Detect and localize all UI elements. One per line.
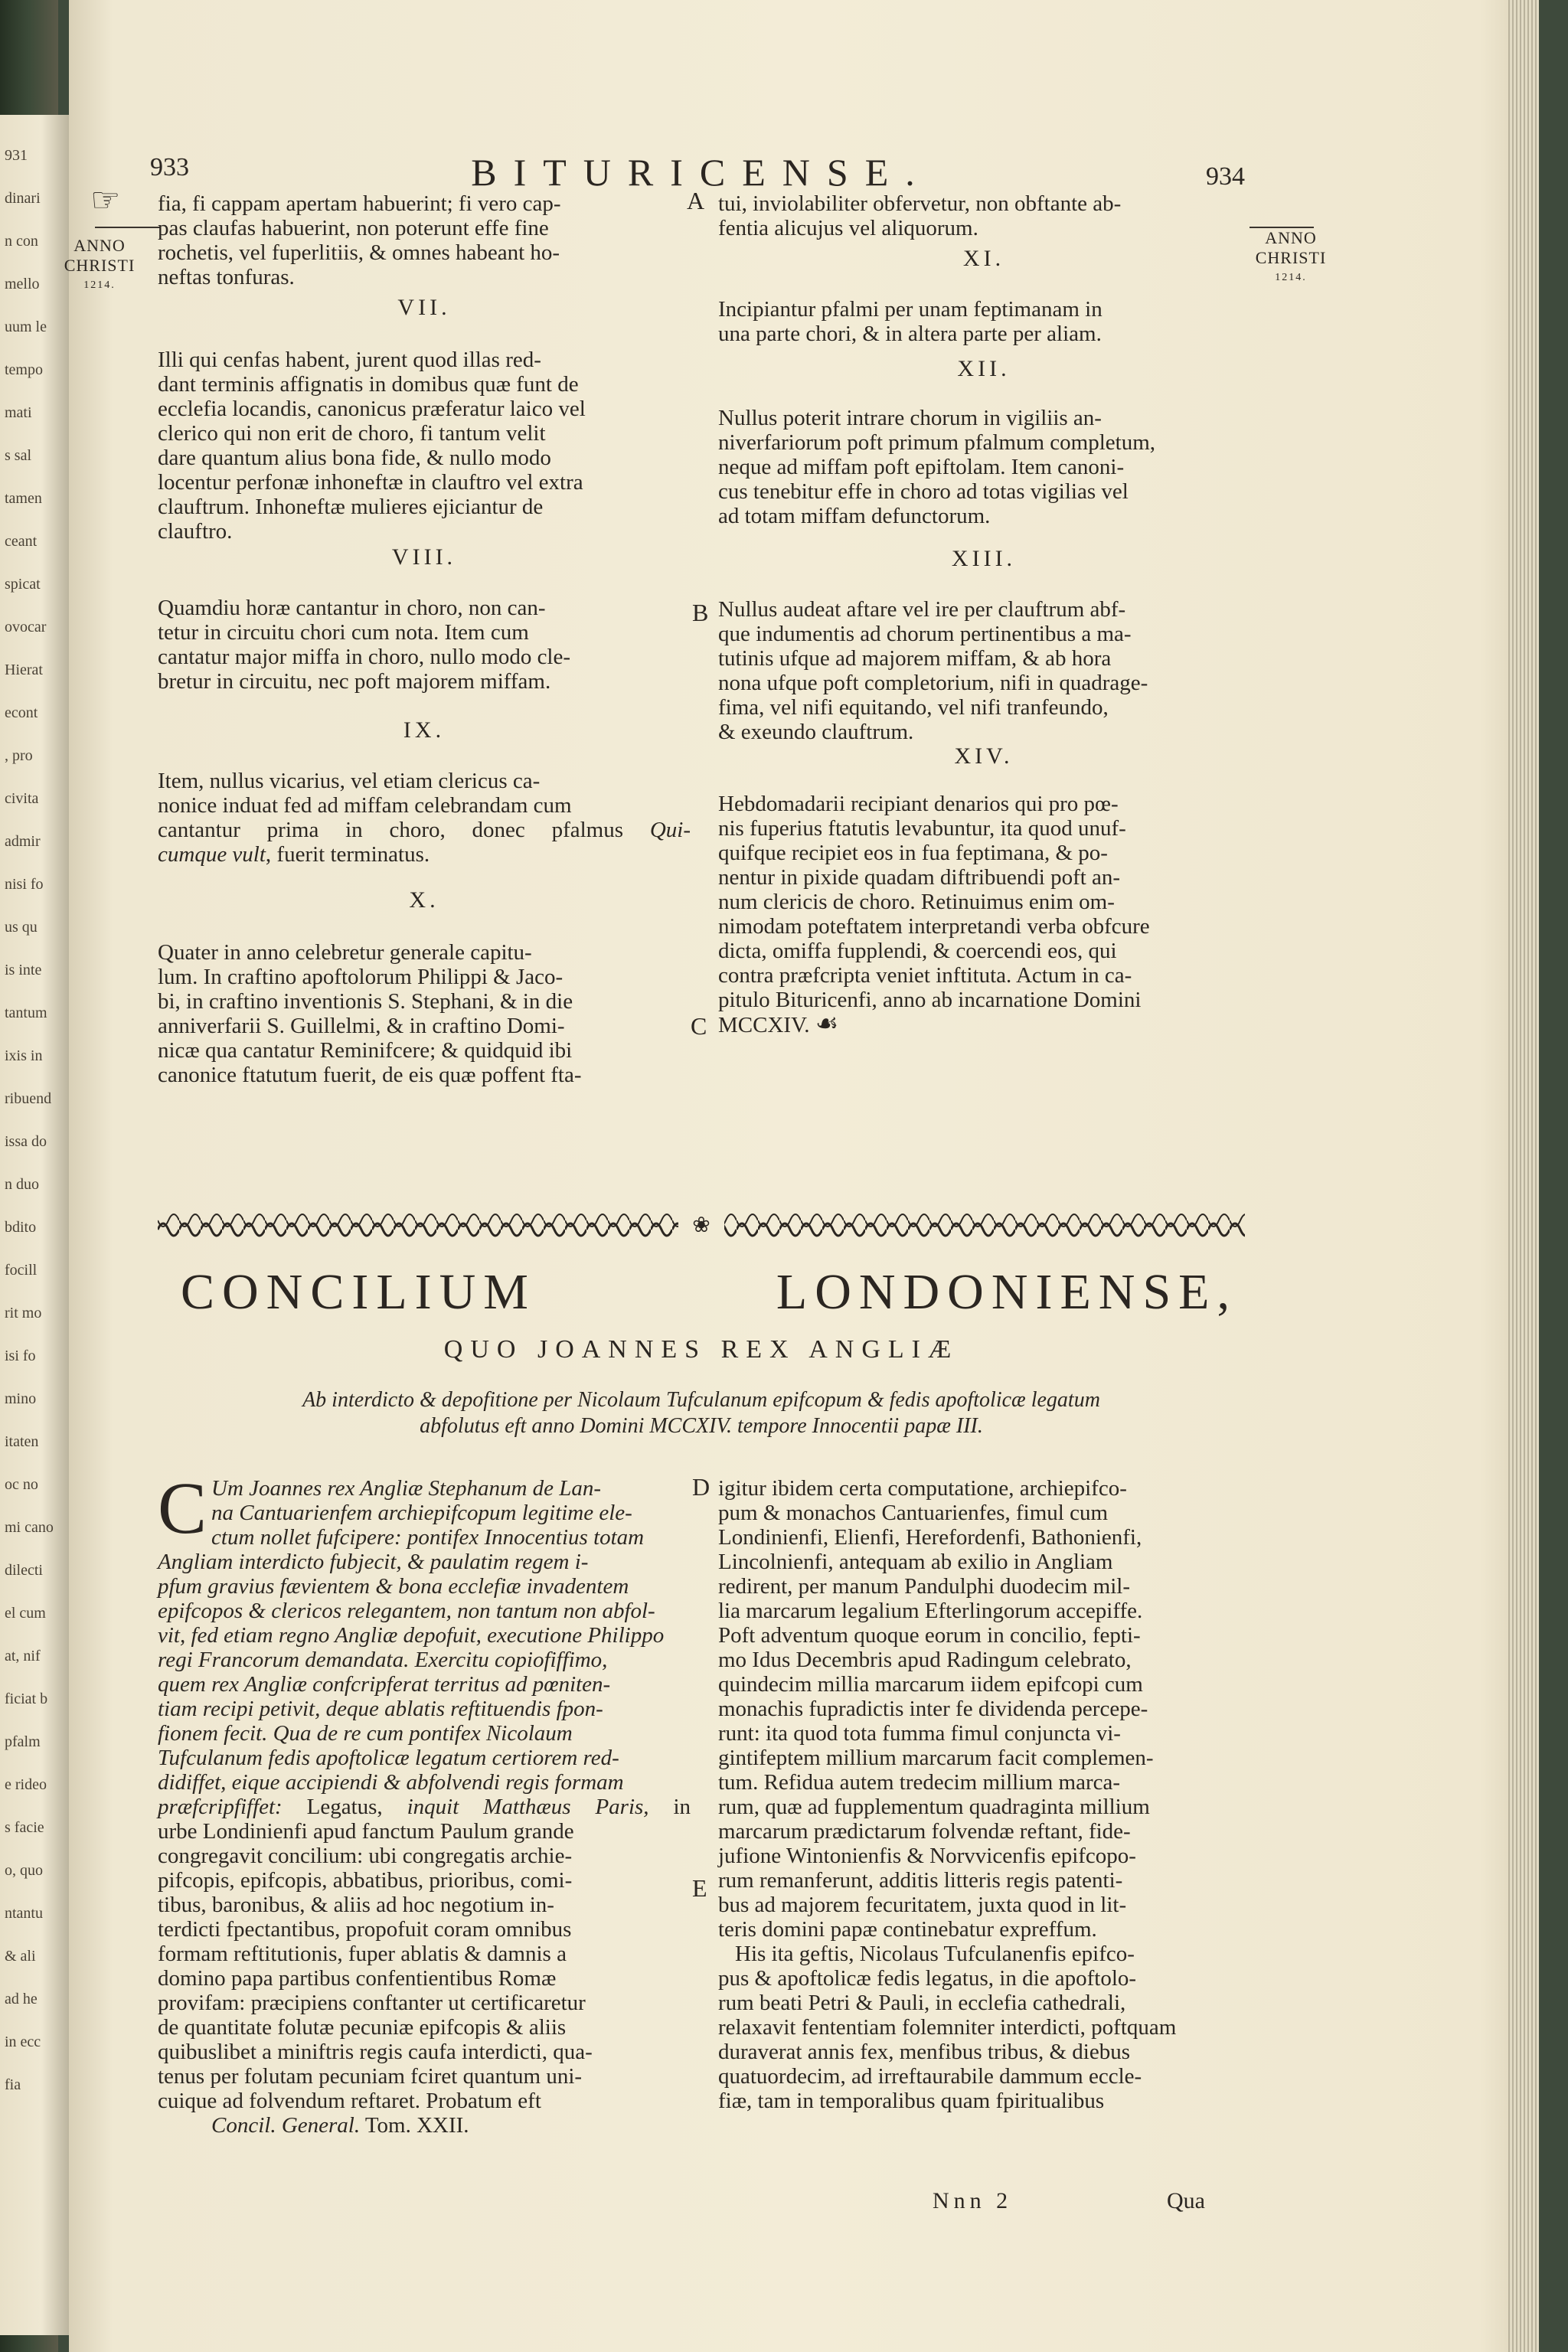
previous-page-fragment: isi fo: [5, 1348, 36, 1364]
text-line: igitur ibidem certa computatione, archiepifco-: [718, 1476, 1127, 1501]
text-line: nicæ qua cantatur Reminifcere; & quidquid ibi: [158, 1038, 573, 1063]
previous-page-fragment: dilecti: [5, 1562, 43, 1579]
text-line: una parte chori, & in altera parte per aliam.: [718, 322, 1102, 346]
text-line: tum. Refidua autem tredecim millium marca-: [718, 1770, 1121, 1795]
text-line: pus & apoftolicæ fedis legatus, in die apoftolo-: [718, 1966, 1137, 1991]
text-line: anniverfarii S. Guillelmi, & in craftino Domi-: [158, 1014, 565, 1038]
signature-mark: Nnn 2: [933, 2188, 1013, 2213]
text-line: provifam: præcipiens conftanter ut certificaretur: [158, 1991, 586, 2015]
previous-page-fragment: mello: [5, 276, 40, 292]
text-line: Hebdomadarii recipiant denarios qui pro pœ-: [718, 792, 1119, 816]
text-line: niverfariorum poft primum pfalmum completum,: [718, 430, 1156, 455]
section-heading-viii: VIII.: [391, 544, 457, 570]
previous-page-fragment: issa do: [5, 1133, 47, 1150]
text-line: cantantur prima in choro, donec pfalmus Qui-: [158, 818, 691, 842]
previous-page-fragment: admir: [5, 833, 41, 850]
text-line: fia, fi cappam apertam habuerint; fi vero cap-: [158, 191, 561, 216]
text-line: Nullus poterit intrare chorum in vigiliis an-: [718, 406, 1102, 430]
text-line: duraverat annis fex, menfibus tribus, & diebus: [718, 2040, 1130, 2064]
text-line: Lincolnienfi, antequam ab exilio in Angliam: [718, 1550, 1113, 1574]
text-line: ad totam miffam defunctorum.: [718, 504, 991, 528]
text-line: ecclefia locandis, canonicus præferatur laico vel: [158, 397, 586, 421]
section-heading-xiv: XIV.: [954, 743, 1014, 769]
previous-page-fragment: 931: [5, 147, 28, 164]
previous-page-fragment: el cum: [5, 1605, 46, 1622]
previous-page-fragment: mino: [5, 1390, 37, 1407]
previous-page-fragment: fia: [5, 2076, 21, 2093]
hand-flourish-icon: ☙: [815, 1010, 839, 1038]
text-line: Um Joannes rex Angliæ Stephanum de Lan-: [211, 1476, 602, 1501]
text-line: fima, vel nifi equitando, vel nifi tranfeundo,: [718, 695, 1109, 720]
previous-page-fragment: itaten: [5, 1433, 39, 1450]
text-line: de quantitate folutæ pecuniæ epifcopis & aliis: [158, 2015, 567, 2040]
previous-page-fragment: mi cano: [5, 1519, 54, 1536]
ornamental-band: [158, 1211, 1245, 1237]
text-line: Quater in anno celebretur generale capitu-: [158, 940, 532, 965]
section-heading-ix: IX.: [403, 717, 446, 743]
text-line: tenus per folutam pecuniam fciret quantum uni-: [158, 2064, 583, 2089]
text-line: redirent, per manum Pandulphi duodecim mil-: [718, 1574, 1130, 1599]
council-left-column: [158, 1467, 691, 2138]
previous-page-fragment: in ecc: [5, 2034, 41, 2050]
previous-page-fragment: & ali: [5, 1948, 36, 1965]
previous-page-fragment: pfalm: [5, 1733, 41, 1750]
text-line: rochetis, vel fuperlitiis, & omnes habeant ho-: [158, 240, 560, 265]
text-line: præfcripfiffet: Legatus, inquit Matthæus Paris, in: [158, 1795, 691, 1819]
previous-page-fragment: dinari: [5, 190, 41, 207]
text-line: nonice induat fed ad miffam celebrandam cum: [158, 793, 572, 818]
pointing-hand-icon: ☞: [90, 181, 121, 219]
section-heading-xii: XII.: [957, 356, 1011, 381]
anno-christi-right: ANNO CHRISTI 1214.: [1255, 228, 1327, 283]
text-line: tibus, baronibus, & aliis ad hoc negotium in-: [158, 1893, 554, 1917]
text-line: rum, quæ ad fupplementum quadraginta millium: [718, 1795, 1150, 1819]
text-line: clauftro.: [158, 519, 233, 544]
text-line: pas claufas habuerint, non poterunt effe fine: [158, 216, 549, 240]
margin-rule-left: [95, 227, 161, 228]
text-line: fiæ, tam in temporalibus quam fpiritualibus: [718, 2089, 1105, 2113]
previous-page-fragment: ntantu: [5, 1905, 43, 1922]
margin-marker-e: E: [692, 1874, 707, 1902]
previous-page-fragment: , pro: [5, 747, 33, 764]
council-title: CONCILIUM LONDONIENSE,: [181, 1264, 1237, 1320]
previous-page-fragment: o, quo: [5, 1862, 43, 1879]
text-line: rum beati Petri & Pauli, in ecclefia cathedrali,: [718, 1991, 1126, 2015]
text-line: terdicti fpectantibus, propofuit coram omnibus: [158, 1917, 572, 1942]
text-line: relaxavit fententiam folemniter interdicti, poftquam: [718, 2015, 1177, 2040]
text-line: Poft adventum quoque eorum in concilio, fepti-: [718, 1623, 1141, 1648]
previous-page-fragment: is inte: [5, 962, 42, 978]
previous-page-margin: [0, 115, 69, 2335]
text-line: canonice ftatutum fuerit, de eis quæ poffent fta-: [158, 1063, 582, 1087]
text-line: clauftrum. Inhoneftæ mulieres ejiciantur de: [158, 495, 544, 519]
text-line: pum & monachos Cantuarienfes, fimul cum: [718, 1501, 1109, 1525]
text-line: clerico qui non erit de choro, fi tantum velit: [158, 421, 546, 446]
text-line: cantatur major miffa in choro, nullo modo cle-: [158, 645, 571, 669]
text-line: Tufculanum fedis apoftolicæ legatum certiorem red-: [158, 1746, 619, 1770]
text-line: Londinienfi, Elienfi, Herefordenfi, Bathonienfi,: [718, 1525, 1142, 1550]
previous-page-fragment: nisi fo: [5, 876, 44, 893]
text-line: na Cantuarienfem archiepifcopum legitime ele-: [211, 1501, 632, 1525]
text-line: regi Francorum demandata. Exercitu copiofiffimo,: [158, 1648, 608, 1672]
text-line: nimodam poteftatem interpretandi verba obfcure: [718, 914, 1150, 939]
ornament-center-icon: ❀: [692, 1212, 710, 1237]
text-line: & exeundo clauftrum.: [718, 720, 914, 744]
text-line: MCCXIV. ☙: [718, 1010, 839, 1038]
text-line: tetur in circuitu chori cum nota. Item cum: [158, 620, 529, 645]
previous-page-fragment: spicat: [5, 576, 41, 593]
text-line: teris domini papæ continebatur expreffum.: [718, 1917, 1097, 1942]
text-line: dicta, omiffa fupplendi, & coercendi eos, qui: [718, 939, 1117, 963]
text-line: lum. In craftino apoftolorum Philippi & Jaco-: [158, 965, 564, 989]
text-line: fentia alicujus vel aliquorum.: [718, 216, 978, 240]
text-line: bretur in circuitu, nec poft majorem miffam.: [158, 669, 551, 694]
previous-page-fragment: oc no: [5, 1476, 38, 1493]
text-line: nis fuperius ftatutis levabuntur, ita quod unuf-: [718, 816, 1126, 841]
text-line: ctum nollet fufcipere: pontifex Innocentius totam: [211, 1525, 645, 1550]
text-line: cumque vult, fuerit terminatus.: [158, 842, 430, 867]
previous-page-fragment: ad he: [5, 1991, 38, 2007]
previous-page-fragment: Hierat: [5, 662, 43, 678]
previous-page-fragment: s facie: [5, 1819, 44, 1836]
text-line: Item, nullus vicarius, vel etiam clericus ca-: [158, 769, 541, 793]
section-heading-x: X.: [409, 887, 439, 913]
text-line: Nullus audeat aftare vel ire per clauftrum abf-: [718, 597, 1126, 622]
text-line: lia marcarum legalium Efterlingorum accepiffe.: [718, 1599, 1143, 1623]
text-line: marcarum prædictarum folvendæ reftant, fide-: [718, 1819, 1131, 1844]
text-line: quifque recipiet eos in fua feptimana, & po-: [718, 841, 1108, 865]
previous-page-fragment: uum le: [5, 318, 47, 335]
margin-marker-d: D: [692, 1473, 710, 1501]
text-line: pitulo Bituricenfi, anno ab incarnatione Domini: [718, 988, 1142, 1012]
council-subtitle: QUO JOANNES REX ANGLIÆ: [443, 1335, 959, 1364]
previous-page-fragment: s sal: [5, 447, 31, 464]
text-line: quibuslibet a miniftris regis caufa interdicti, qua-: [158, 2040, 593, 2064]
previous-page-fragment: civita: [5, 790, 39, 807]
page-number-left: 933: [150, 153, 189, 181]
text-line: Quamdiu horæ cantantur in choro, non can-: [158, 596, 546, 620]
text-line: quatuordecim, ad irreftaurabile dammum eccle-: [718, 2064, 1142, 2089]
text-line: bus ad majorem fecuritatem, juxta quod in lit-: [718, 1893, 1127, 1917]
text-line: His ita geftis, Nicolaus Tufculanenfis epifco-: [735, 1942, 1135, 1966]
previous-page-fragment: rit mo: [5, 1305, 42, 1321]
text-line: Angliam interdicto fubjecit, & paulatim regem i-: [158, 1550, 589, 1574]
text-line: formam reftitutionis, fuper ablatis & damnis a: [158, 1942, 567, 1966]
previous-page-fragment: us qu: [5, 919, 38, 936]
text-line: tiam recipi petivit, deque ablatis reftituendis fpon-: [158, 1697, 603, 1721]
text-line: jufione Wintonienfis & Norvvicenfis epifcopo-: [718, 1844, 1136, 1868]
previous-page-fragment: ficiat b: [5, 1690, 48, 1707]
running-title: BITURICENSE.: [471, 151, 932, 194]
drop-cap: C: [158, 1467, 207, 1549]
text-line: quindecim millia marcarum iidem epifcopi cum: [718, 1672, 1143, 1697]
previous-page-fragment: ovocar: [5, 619, 47, 635]
text-line: Illi qui cenfas habent, jurent quod illas red-: [158, 348, 541, 372]
previous-page-fragment: n con: [5, 233, 38, 250]
previous-page-fragment: focill: [5, 1262, 38, 1279]
page-edges: [1508, 0, 1539, 2352]
text-line: congregavit concilium: ubi congregatis archie-: [158, 1844, 573, 1868]
previous-page-fragment: ixis in: [5, 1047, 43, 1064]
section-heading-xiii: XIII.: [951, 546, 1017, 571]
text-line: vit, fed etiam regno Angliæ depofuit, executione Philippo: [158, 1623, 665, 1648]
text-line: contra præfcripta veniet inftituta. Actum in ca-: [718, 963, 1132, 988]
section-heading-xi: XI.: [962, 246, 1005, 271]
text-line: didiffet, eique accipiendi & abfolvendi regis formam: [158, 1770, 624, 1795]
text-line: epifcopos & clericos relegantem, non tantum non abfol-: [158, 1599, 655, 1623]
section-heading-vii: VII.: [397, 295, 451, 320]
text-line: Incipiantur pfalmi per unam feptimanam in: [718, 297, 1102, 322]
text-line: domino papa partibus confentientibus Romæ: [158, 1966, 557, 1991]
council-intro: Ab interdicto & depofitione per Nicolaum Tufculanum epifcopum & fedis apoftolicæ legatum abfolutus eft anno Domini MCCXIV. tempore Innocentii papæ III.: [302, 1388, 1100, 1438]
text-line: locentur perfonæ inhoneftæ in clauftro vel extra: [158, 470, 583, 495]
left-column-statutes: [158, 191, 691, 1087]
previous-page-fragment: mati: [5, 404, 32, 421]
right-column-statutes: [718, 191, 1250, 1037]
text-line: nona ufque poft completorium, nifi in quadrage-: [718, 671, 1148, 695]
previous-page-fragment: tamen: [5, 490, 42, 507]
previous-page-fragment: e rideo: [5, 1776, 47, 1793]
text-line: fionem fecit. Qua de re cum pontifex Nicolaum: [158, 1721, 573, 1746]
previous-page-fragment: at, nif: [5, 1648, 41, 1664]
text-line: pifcopis, epifcopis, abbatibus, prioribus, comi-: [158, 1868, 573, 1893]
text-line: rum remanferunt, additis litteris regis patenti-: [718, 1868, 1123, 1893]
previous-page-fragment: ribuend: [5, 1090, 52, 1107]
text-line: gintifeptem millium marcarum facit complemen-: [718, 1746, 1154, 1770]
previous-page-fragment: econt: [5, 704, 38, 721]
margin-marker-c: C: [691, 1012, 707, 1040]
page-number-right: 934: [1206, 162, 1245, 191]
council-right-column: [718, 1476, 1250, 2113]
text-line: bi, in craftino inventionis S. Stephani, & in die: [158, 989, 573, 1014]
text-line: que indumentis ad chorum pertinentibus a ma-: [718, 622, 1132, 646]
text-line: runt: ita quod tota fumma fimul conjuncta vi-: [718, 1721, 1121, 1746]
text-line: nentur in pixide quadam diftribuendi poft an-: [718, 865, 1121, 890]
text-line: cus tenebitur effe in choro ad totas vigilias vel: [718, 479, 1129, 504]
previous-page-fragment: bdito: [5, 1219, 37, 1236]
text-line: dant terminis affignatis in domibus quæ funt de: [158, 372, 579, 397]
margin-marker-b: B: [692, 599, 709, 626]
text-line: neque ad miffam poft epiftolam. Item canoni-: [718, 455, 1125, 479]
text-line: cuique ad folvendum reftaret. Probatum eft: [158, 2089, 541, 2113]
text-line: urbe Londinienfi apud fanctum Paulum grande: [158, 1819, 574, 1844]
previous-page-fragment: tempo: [5, 361, 43, 378]
text-line: num clericis de choro. Retinuimus enim om-: [718, 890, 1115, 914]
catchword: Qua: [1167, 2188, 1205, 2213]
previous-page-fragment: tantum: [5, 1004, 47, 1021]
text-line: pfum gravius fævientem & bona ecclefiæ invadentem: [158, 1574, 629, 1599]
text-line: quem rex Angliæ confcripferat territus ad pœniten-: [158, 1672, 611, 1697]
text-line: tutinis ufque ad majorem miffam, & ab hora: [718, 646, 1112, 671]
anno-christi-left: ANNO CHRISTI 1214.: [64, 236, 136, 291]
text-line: mo Idus Decembris apud Radingum celebrato,: [718, 1648, 1132, 1672]
text-line: neftas tonfuras.: [158, 265, 295, 289]
page-footer-citation: Concil. General. Tom. XXII.: [211, 2113, 469, 2138]
text-line: tui, inviolabiliter obfervetur, non obftante ab-: [718, 191, 1122, 216]
previous-page-fragment: n duo: [5, 1176, 39, 1193]
margin-marker-a: A: [687, 187, 705, 214]
text-line: dare quantum alius bona fide, & nullo modo: [158, 446, 551, 470]
previous-page-fragment: ceant: [5, 533, 38, 550]
text-line: monachis fupradictis inter fe dividenda percepe-: [718, 1697, 1148, 1721]
